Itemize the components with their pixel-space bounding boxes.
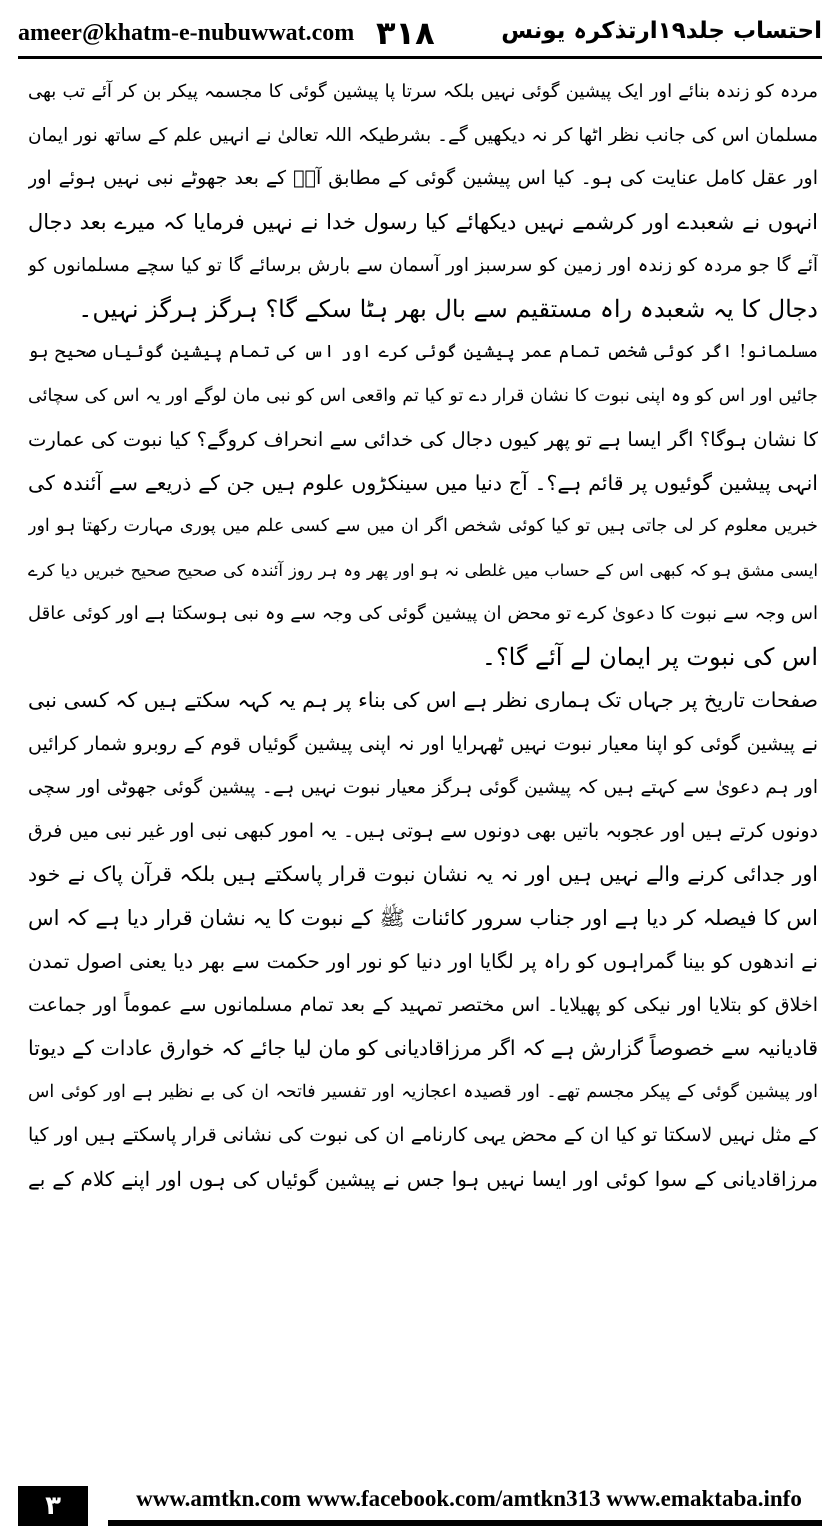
text-line: آئے گا جو مردہ کو زندہ اور زمین کو سرسبز اور آسمان سے بارش برسائے گا تو کیا سچے مسلمانوں کو xyxy=(28,255,818,276)
text-line: اور عقل کامل عنایت کی ہو۔ کیا اس پیشین گوئی کے مطابق آپؐ کے بعد جھوٹے نبی نہیں ہوئے اور xyxy=(28,167,818,189)
text-line: ایسی مشق ہو کہ کبھی اس کے حساب میں غلطی نہ ہو اور پھر وہ ہر روز آئندہ کی صحیح صحیح خبریں دیا کرے xyxy=(28,560,818,580)
page-body xyxy=(28,70,818,1201)
page-header xyxy=(18,14,822,54)
footer-links: www.amtkn.com www.facebook.com/amtkn313 www.emaktaba.info xyxy=(136,1486,802,1511)
text-line: نے پیشین گوئی کو اپنا معیار نبوت نہیں ٹھہرایا اور نہ اپنی پیشین گوئیاں قوم کے روبرو شمار کرائیں xyxy=(28,732,818,755)
text-line: اس کا فیصلہ کر دیا ہے اور جناب سرور کائنات ﷺ کے نبوت کا یہ نشان قرار دیا ہے کہ اس xyxy=(28,905,818,930)
text-line: اس وجہ سے نبوت کا دعویٰ کرے تو محض ان پیشین گوئی کی وجہ سے وہ نبی ہوسکتا ہے اور کوئی عاقل xyxy=(28,603,818,624)
text-line: قادیانیہ سے خصوصاً گزارش ہے کہ اگر مرزاقادیانی کو مان لیا جائے کہ خوارق عادات کے دیوتا xyxy=(28,1036,818,1060)
text-line: مسلمان اس کی جانب نظر اٹھا کر نہ دیکھیں گے۔ بشرطیکہ اللہ تعالیٰ نے انہیں علم کے ساتھ نور ایمان xyxy=(28,124,818,146)
header-divider xyxy=(18,56,822,59)
header-email: ameer@khatm-e-nubuwwat.com xyxy=(18,20,355,46)
text-line: کے مثل نہیں لاسکتا تو کیا ان کے محض یہی کارنامے ان کی نبوت کی نشانی قرار پاسکتے ہیں اور کیا xyxy=(28,1124,818,1146)
text-line: دجال کا یہ شعبدہ راہ مستقیم سے بال بھر ہٹا سکے گا؟ ہرگز ہرگز نہیں۔ xyxy=(78,294,818,323)
text-line: اس کی نبوت پر ایمان لے آئے گا؟۔ xyxy=(481,642,818,671)
text-line: مسلمانو! اگر کوئی شخص تمام عمر پیشین گوئی کرے اور اس کی تمام پیشین گوئیاں صحیح ہو xyxy=(28,342,818,362)
text-line: مردہ کو زندہ بنائے اور ایک پیشین گوئی نہیں بلکہ سرتا پا پیشین گوئی کا مجسمہ پیکر بن کر آئے تب بھی xyxy=(28,81,818,102)
text-line: انہوں نے شعبدے اور کرشمے نہیں دیکھائے کیا رسول خدا نے نہیں فرمایا کہ میرے بعد دجال xyxy=(28,209,818,234)
text-line: نے اندھوں کو بینا گمراہوں کو راہ پر لگایا اور دنیا کو نور اور حکمت سے بھر دیا یعنی اصول تمدن xyxy=(28,950,818,973)
running-title: احتساب جلد۱۹ارتذکرہ یونس xyxy=(501,18,822,44)
text-line: صفحات تاریخ پر جہاں تک ہماری نظر ہے اس کی بناء پر ہم یہ کہہ سکتے ہیں کہ کسی نبی xyxy=(28,688,818,712)
text-line: خبریں معلوم کر لی جاتی ہیں تو کیا کوئی شخص اگر ان میں سے کسی علم میں پوری مہارت رکھتا ہو اور xyxy=(28,516,818,536)
text-line: جائیں اور اس کو وہ اپنی نبوت کا نشان قرار دے تو کیا تم واقعی اس کو نبی مان لوگے اور یہ اس کی سچائی xyxy=(28,385,818,406)
page-number: ۳۱۸ xyxy=(376,14,435,52)
text-line: اور پیشین گوئی کے پیکر مجسم تھے۔ اور قصیدہ اعجازیہ اور تفسیر فاتحہ ان کی بے نظیر ہے اور کوئی اس xyxy=(28,1081,818,1102)
page-footer xyxy=(18,1486,822,1528)
footer-number-badge: ۳ xyxy=(18,1486,88,1526)
text-line: اور جدائی کرنے والے نہیں ہیں اور نہ یہ نشان نبوت قرار پاسکتے ہیں بلکہ قرآن پاک نے خود xyxy=(28,862,818,886)
text-line: دونوں کرتے ہیں اور عجوبہ باتیں بھی دونوں سے ہوتی ہیں۔ یہ امور کبھی نبی اور غیر نبی میں فرق xyxy=(28,819,818,842)
text-line: کا نشان ہوگا؟ اگر ایسا ہے تو پھر کیوں دجال کی خدائی سے انحراف کروگے؟ کیا نبوت کی عمارت xyxy=(28,428,818,451)
footer-rule xyxy=(108,1520,822,1526)
text-line: اور ہم دعویٰ سے کہتے ہیں کہ پیشین گوئی ہرگز معیار نبوت نہیں ہے۔ پیشین گوئی جھوٹی اور سچی xyxy=(28,777,818,798)
text-line: اخلاق کو بتلایا اور نیکی کو پھیلایا۔ اس مختصر تمہید کے بعد تمام مسلمانوں سے عموماً اور جماعت xyxy=(28,993,818,1016)
text-line: انہی پیشین گوئیوں پر قائم ہے؟۔ آج دنیا میں سینکڑوں علوم ہیں جن کے ذریعے سے آئندہ کی xyxy=(28,470,818,495)
text-line: مرزاقادیانی کے سوا کوئی اور ایسا نہیں ہوا جس نے پیشین گوئیاں کی ہوں اور اپنے کلام کے بے xyxy=(28,1166,818,1191)
